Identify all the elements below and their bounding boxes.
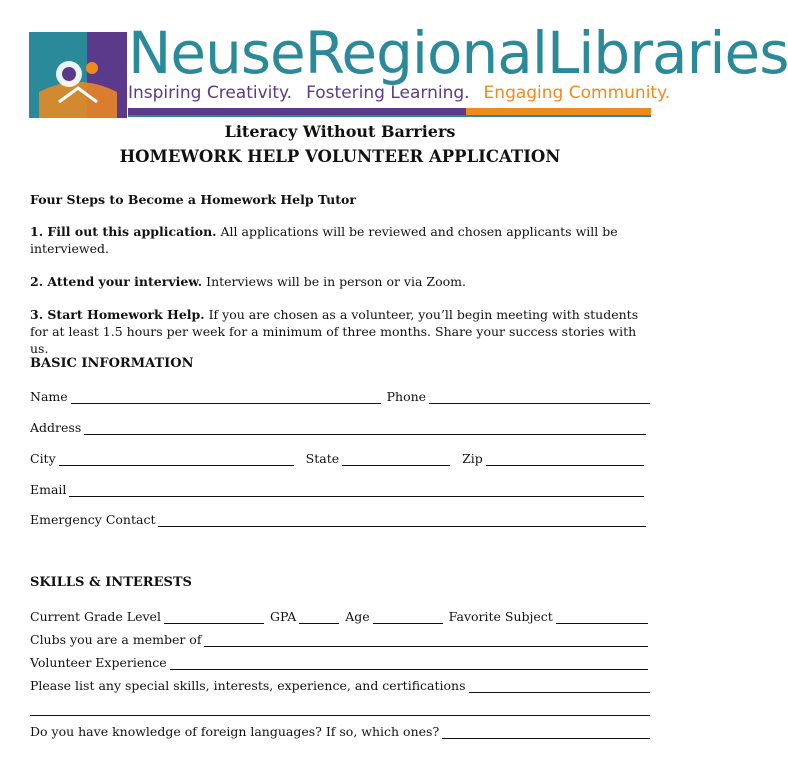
step-3-lead: 3. Start Homework Help. (30, 307, 205, 322)
step-1-text: All applications will be reviewed and chosen applicants will be interviewed. (30, 224, 618, 256)
name-label: Name (30, 389, 68, 404)
step-3-text: If you are chosen as a volunteer, you’ll begin meeting with students for at least 1.5 hours per week for a minimum of three months. Share your success stories with us. (30, 307, 639, 356)
clubs-field[interactable] (204, 634, 648, 647)
skills-heading: SKILLS & INTERESTS (30, 575, 192, 590)
email-row (30, 481, 650, 497)
step-2-lead: 2. Attend your interview. (30, 274, 203, 289)
languages-label: Do you have knowledge of foreign languages? If so, which ones? (30, 724, 440, 739)
basic-info-heading: BASIC INFORMATION (30, 356, 194, 371)
step-2-text: Interviews will be in person or via Zoom. (202, 274, 466, 289)
address-label: Address (30, 420, 82, 435)
brand-word-neuse: Neuse (128, 19, 305, 87)
subject-field[interactable] (556, 611, 648, 624)
languages-row (30, 723, 650, 739)
experience-label: Volunteer Experience (30, 655, 167, 670)
brand-name (128, 19, 788, 87)
header-rule-purple (128, 108, 466, 115)
special-skills-field-continued[interactable] (30, 703, 650, 716)
state-label: State (305, 451, 340, 466)
age-field[interactable] (373, 611, 443, 624)
page-subtitle: Literacy Without Barriers (224, 122, 456, 141)
emergency-row (30, 511, 650, 527)
header-rule-teal (128, 115, 651, 117)
header-rule-orange (466, 108, 651, 115)
step-3 (30, 306, 650, 357)
special-skills-field[interactable] (469, 680, 651, 693)
age-label: Age (345, 609, 370, 624)
name-phone-row (30, 388, 650, 404)
brand-word-regional: Regional (304, 19, 547, 87)
state-field[interactable] (342, 453, 450, 466)
emergency-contact-field[interactable] (158, 514, 646, 527)
tagline (128, 83, 684, 103)
phone-field[interactable] (429, 391, 650, 404)
phone-label: Phone (386, 389, 427, 404)
step-1-lead: 1. Fill out this application. (30, 224, 217, 239)
gpa-label: GPA (269, 609, 297, 624)
languages-field[interactable] (442, 726, 650, 739)
clubs-row (30, 631, 650, 647)
experience-row (30, 654, 650, 670)
page-title: HOMEWORK HELP VOLUNTEER APPLICATION (119, 147, 561, 166)
email-field[interactable] (69, 484, 644, 497)
tagline-creativity: Inspiring Creativity. (128, 83, 293, 103)
experience-field[interactable] (170, 657, 648, 670)
tagline-learning: Fostering Learning. (306, 83, 470, 103)
special-skills-row (30, 677, 650, 693)
special-skills-label: Please list any special skills, interests, experience, and certifications (30, 678, 466, 693)
tagline-community: Engaging Community. (483, 83, 671, 103)
zip-field[interactable] (486, 453, 644, 466)
grade-field[interactable] (164, 611, 264, 624)
steps-heading: Four Steps to Become a Homework Help Tutor (30, 192, 356, 207)
email-label: Email (30, 482, 67, 497)
brand-word-libraries: Libraries (546, 19, 788, 87)
library-logo-icon (29, 32, 127, 118)
city-label: City (30, 451, 56, 466)
grade-label: Current Grade Level (30, 609, 161, 624)
step-1 (30, 223, 650, 257)
clubs-label: Clubs you are a member of (30, 632, 202, 647)
grade-gpa-age-subject-row (30, 608, 650, 624)
special-skills-continued-row (30, 700, 650, 716)
address-row (30, 419, 650, 435)
city-field[interactable] (59, 453, 294, 466)
address-field[interactable] (84, 422, 646, 435)
zip-label: Zip (462, 451, 483, 466)
name-field[interactable] (71, 391, 381, 404)
gpa-field[interactable] (299, 611, 339, 624)
subject-label: Favorite Subject (448, 609, 553, 624)
emergency-contact-label: Emergency Contact (30, 512, 156, 527)
step-2 (30, 273, 650, 290)
city-state-zip-row (30, 450, 650, 466)
